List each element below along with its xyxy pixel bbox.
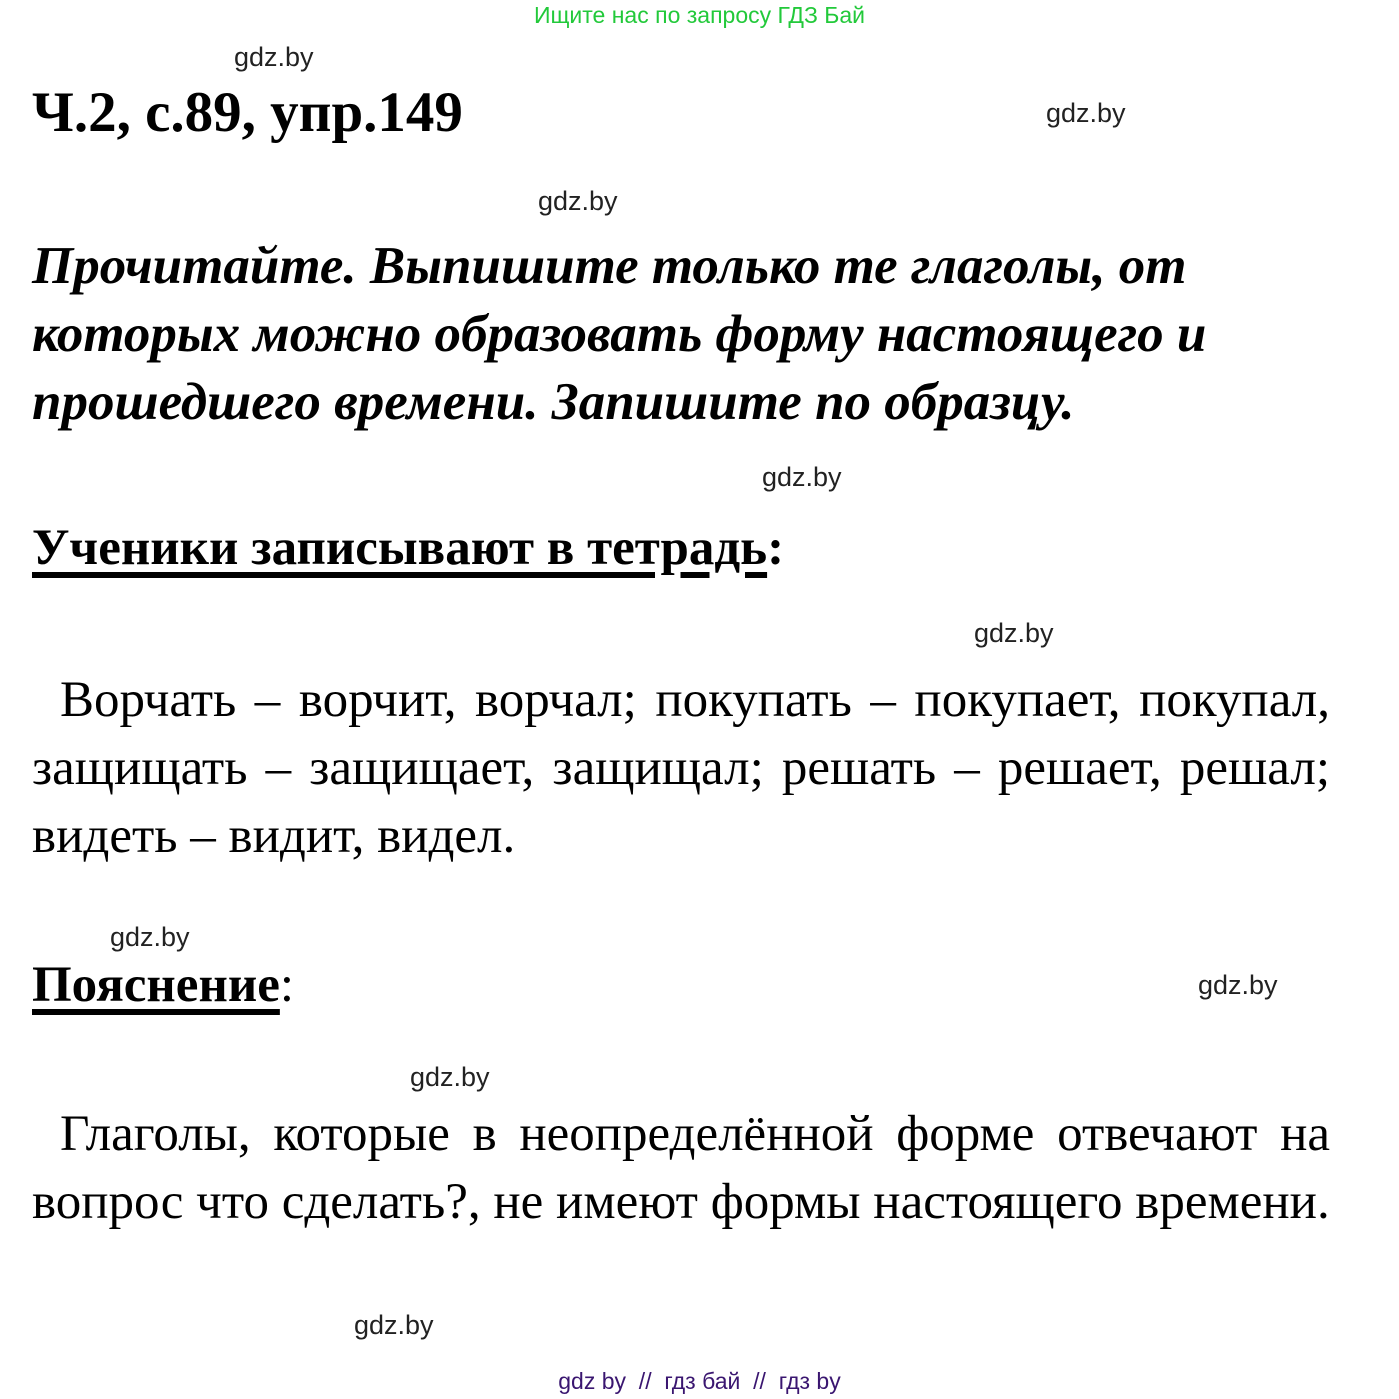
- watermark: gdz.by: [974, 618, 1054, 648]
- watermark: gdz.by: [410, 1062, 490, 1092]
- watermark: gdz.by: [234, 42, 314, 72]
- answer-text: Ворчать – ворчит, ворчал; покупать – покупает, покупал, защищать – защищает, защищал; решать – решает, решал; видеть – видит, видел.: [32, 672, 1330, 864]
- explanation-heading-label: Пояснение: [32, 957, 280, 1013]
- watermark: gdz.by: [762, 462, 842, 492]
- watermark: gdz.by: [1046, 98, 1126, 128]
- explanation-text: Глаголы, которые в неопределённой форме отвечают на вопрос что сделать?, не имеют формы настоящего времени.: [32, 1106, 1330, 1230]
- top-banner: Ищите нас по запросу ГДЗ Бай: [533, 2, 866, 28]
- answer-heading-colon: :: [767, 520, 785, 576]
- watermark: gdz.by: [354, 1310, 434, 1340]
- watermark: gdz.by: [110, 922, 190, 952]
- watermark: gdz.by: [538, 186, 618, 216]
- answer-heading: [32, 518, 784, 578]
- watermark: gdz.by: [1198, 970, 1278, 1000]
- answer-heading-label: Ученики записывают в тетрадь: [32, 520, 768, 576]
- footer-links: gdz by // гдз бай // гдз by: [558, 1368, 841, 1394]
- task-instruction: Прочитайте. Выпишите только те глаголы, от которых можно образовать форму настоящего и прошедшего времени. Запишите по образцу.: [32, 237, 1207, 431]
- explanation-heading-colon: :: [279, 957, 295, 1013]
- page-title: Ч.2, с.89, упр.149: [32, 81, 463, 144]
- explanation-heading: [32, 955, 294, 1015]
